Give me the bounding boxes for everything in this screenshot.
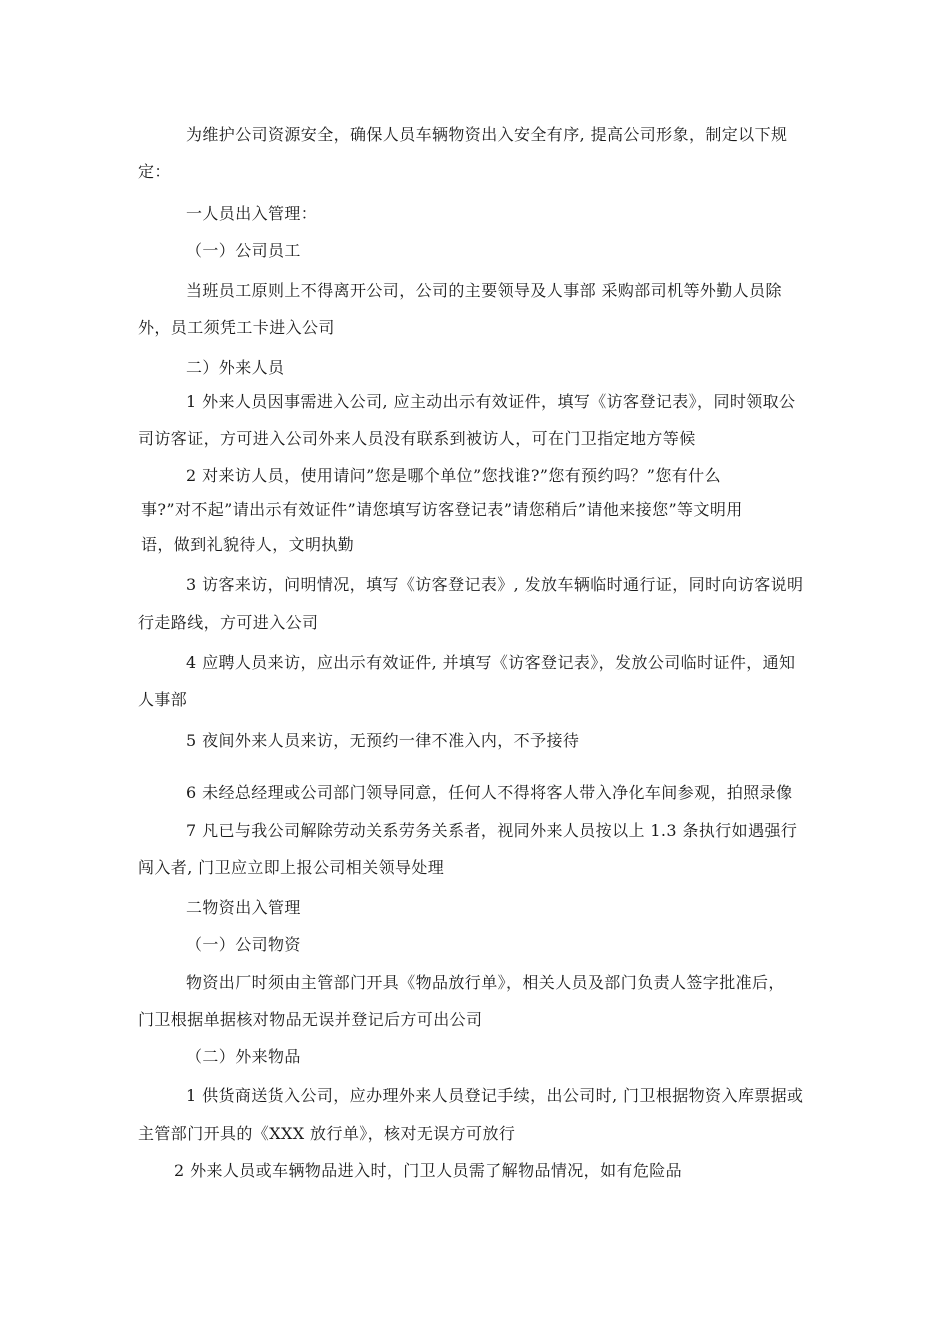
section-heading-personnel: 一人员出入管理： (186, 204, 318, 223)
subsection-heading-company-materials: （一）公司物资 (186, 935, 301, 954)
visitor-item-2-line-2: 事?”对不起”请出示有效证件”请您填写访客登记表”请您稍后”请他来接您”等文明用 (141, 500, 743, 519)
visitor-item-2-line-1: 2 对来访人员，使用请问”您是哪个单位”您找谁?”您有预约吗？”您有什么 (186, 466, 721, 485)
visitor-item-4-line-2: 人事部 (138, 690, 188, 709)
company-materials-line-1: 物资出厂时须由主管部门开具《物品放行单》，相关人员及部门负责人签字批准后， (186, 973, 785, 992)
company-materials-line-2: 门卫根据单据核对物品无误并登记后方可出公司 (138, 1010, 483, 1029)
visitor-item-3-line-2: 行走路线，方可进入公司 (138, 613, 319, 632)
employees-paragraph-line-1: 当班员工原则上不得离开公司，公司的主要领导及人事部 采购部司机等外勤人员除 (186, 281, 782, 300)
intro-paragraph-line-1: 为维护公司资源安全，确保人员车辆物资出入安全有序, 提高公司形象，制定以下规 (186, 125, 788, 144)
visitor-item-1-line-2: 司访客证，方可进入公司外来人员没有联系到被访人，可在门卫指定地方等候 (138, 429, 696, 448)
visitor-item-4-line-1: 4 应聘人员来访，应出示有效证件, 并填写《访客登记表》，发放公司临时证件，通知 (186, 653, 796, 672)
subsection-heading-visitors: 二）外来人员 (186, 358, 285, 377)
subsection-heading-external-goods: （二）外来物品 (186, 1047, 301, 1066)
external-goods-item-2: 2 外来人员或车辆物品进入时，门卫人员需了解物品情况，如有危险品 (174, 1161, 683, 1180)
external-goods-item-1-line-1: 1 供货商送货入公司，应办理外来人员登记手续，出公司时, 门卫根据物资入库票据或 (186, 1086, 804, 1105)
visitor-item-6: 6 未经总经理或公司部门领导同意，任何人不得将客人带入净化车间参观，拍照录像 (186, 783, 793, 802)
external-goods-item-1-line-2: 主管部门开具的《XXX 放行单》，核对无误方可放行 (138, 1124, 516, 1143)
visitor-item-1-line-1: 1 外来人员因事需进入公司, 应主动出示有效证件，填写《访客登记表》，同时领取公 (186, 392, 796, 411)
visitor-item-2-line-3: 语，做到礼貌待人，文明执勤 (141, 535, 355, 554)
subsection-heading-employees: （一）公司员工 (186, 241, 301, 260)
visitor-item-7-line-2: 闯入者, 门卫应立即上报公司相关领导处理 (138, 858, 445, 877)
intro-paragraph-line-2: 定： (138, 162, 171, 181)
employees-paragraph-line-2: 外，员工须凭工卡进入公司 (138, 318, 335, 337)
visitor-item-5: 5 夜间外来人员来访，无预约一律不准入内，不予接待 (186, 731, 580, 750)
visitor-item-3-line-1: 3 访客来访，问明情况，填写《访客登记表》, 发放车辆临时通行证，同时向访客说明 (186, 575, 804, 594)
visitor-item-7-line-1: 7 凡已与我公司解除劳动关系劳务关系者，视同外来人员按以上 1.3 条执行如遇强行 (186, 821, 798, 840)
section-heading-materials: 二物资出入管理 (186, 898, 301, 917)
